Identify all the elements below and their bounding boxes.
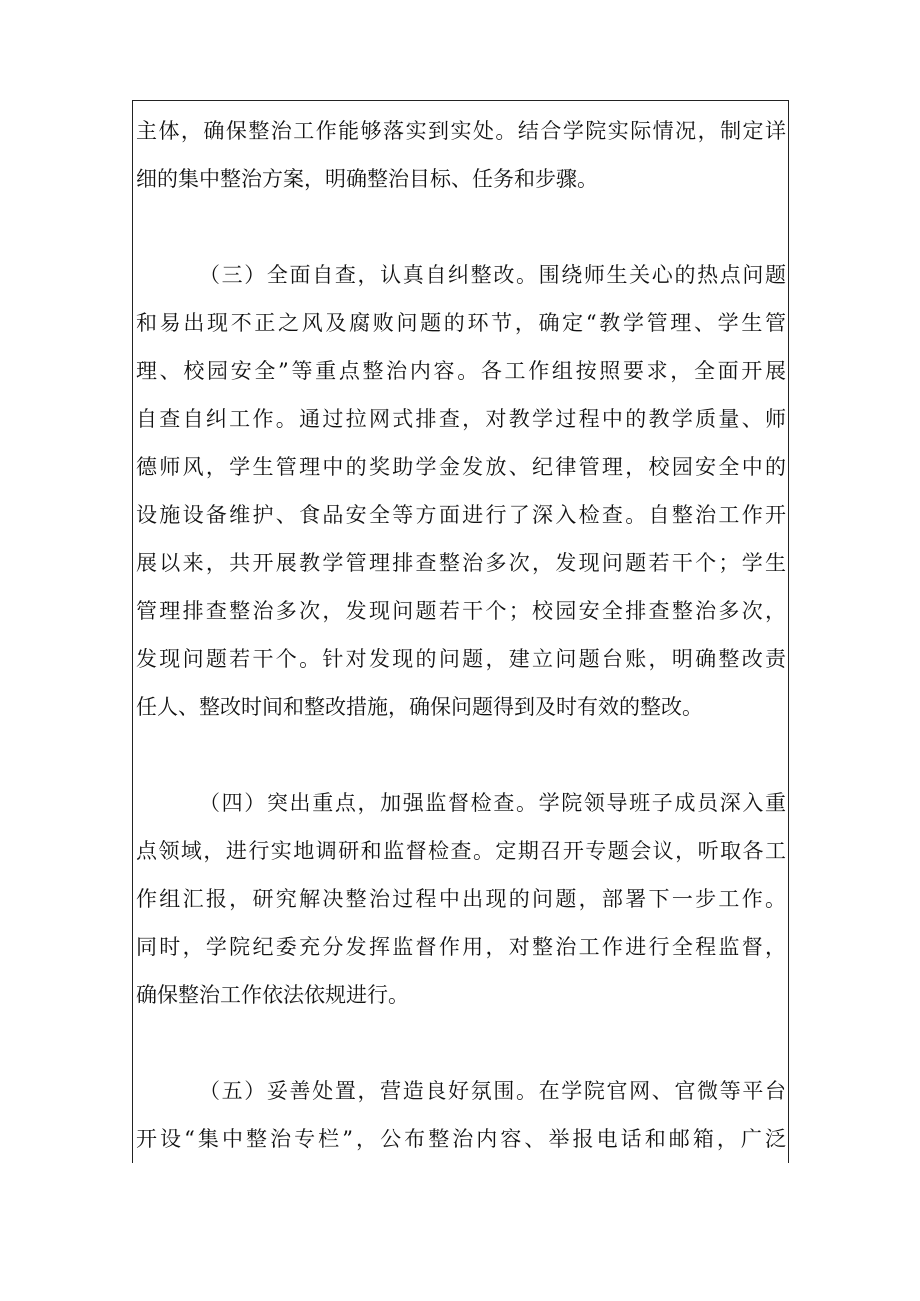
text-line: 和易出现不正之风及腐败问题的环节，确定“教学管理、学生管: [136, 311, 786, 335]
paragraph-section-5: [136, 1067, 786, 1163]
text-line: 德师风，学生管理中的奖助学金发放、纪律管理，校园安全中的: [136, 455, 786, 479]
text-line: 自查自纠工作。通过拉网式排查，对教学过程中的教学质量、师: [136, 407, 786, 431]
text-line: 任人、整改时间和整改措施，确保问题得到及时有效的整改。: [136, 695, 703, 719]
text-line: （五）妥善处置，营造良好氛围。在学院官网、官微等平台: [199, 1079, 786, 1103]
text-line: 点领域，进行实地调研和监督检查。定期召开专题会议，听取各工: [136, 839, 786, 863]
text-line: 开设“集中整治专栏”，公布整治内容、举报电话和邮箱，广泛: [136, 1127, 786, 1151]
paragraph-continuation: [136, 107, 786, 203]
text-line: 设施设备维护、食品安全等方面进行了深入检查。自整治工作开: [136, 503, 786, 527]
text-line: （三）全面自查，认真自纠整改。围绕师生关心的热点问题: [199, 263, 786, 287]
text-line: 理、校园安全”等重点整治内容。各工作组按照要求，全面开展: [136, 359, 786, 383]
text-line: （四）突出重点，加强监督检查。学院领导班子成员深入重: [199, 791, 786, 815]
paragraph-section-4: [136, 779, 786, 1019]
text-line: 细的集中整治方案，明确整治目标、任务和步骤。: [136, 167, 598, 191]
text-line: 确保整治工作依法依规进行。: [136, 983, 409, 1007]
text-line: 主体，确保整治工作能够落实到实处。结合学院实际情况，制定详: [136, 119, 786, 143]
document-body: [136, 107, 786, 1163]
text-line: 发现问题若干个。针对发现的问题，建立问题台账，明确整改责: [136, 647, 786, 671]
text-line: 同时，学院纪委充分发挥监督作用，对整治工作进行全程监督，: [136, 935, 786, 959]
paragraph-section-3: [136, 251, 786, 731]
text-line: 展以来，共开展教学管理排查整治多次，发现问题若干个；学生: [136, 551, 786, 575]
text-line: 管理排查整治多次，发现问题若干个；校园安全排查整治多次，: [136, 599, 786, 623]
text-line: 作组汇报，研究解决整治过程中出现的问题，部署下一步工作。: [136, 887, 786, 911]
